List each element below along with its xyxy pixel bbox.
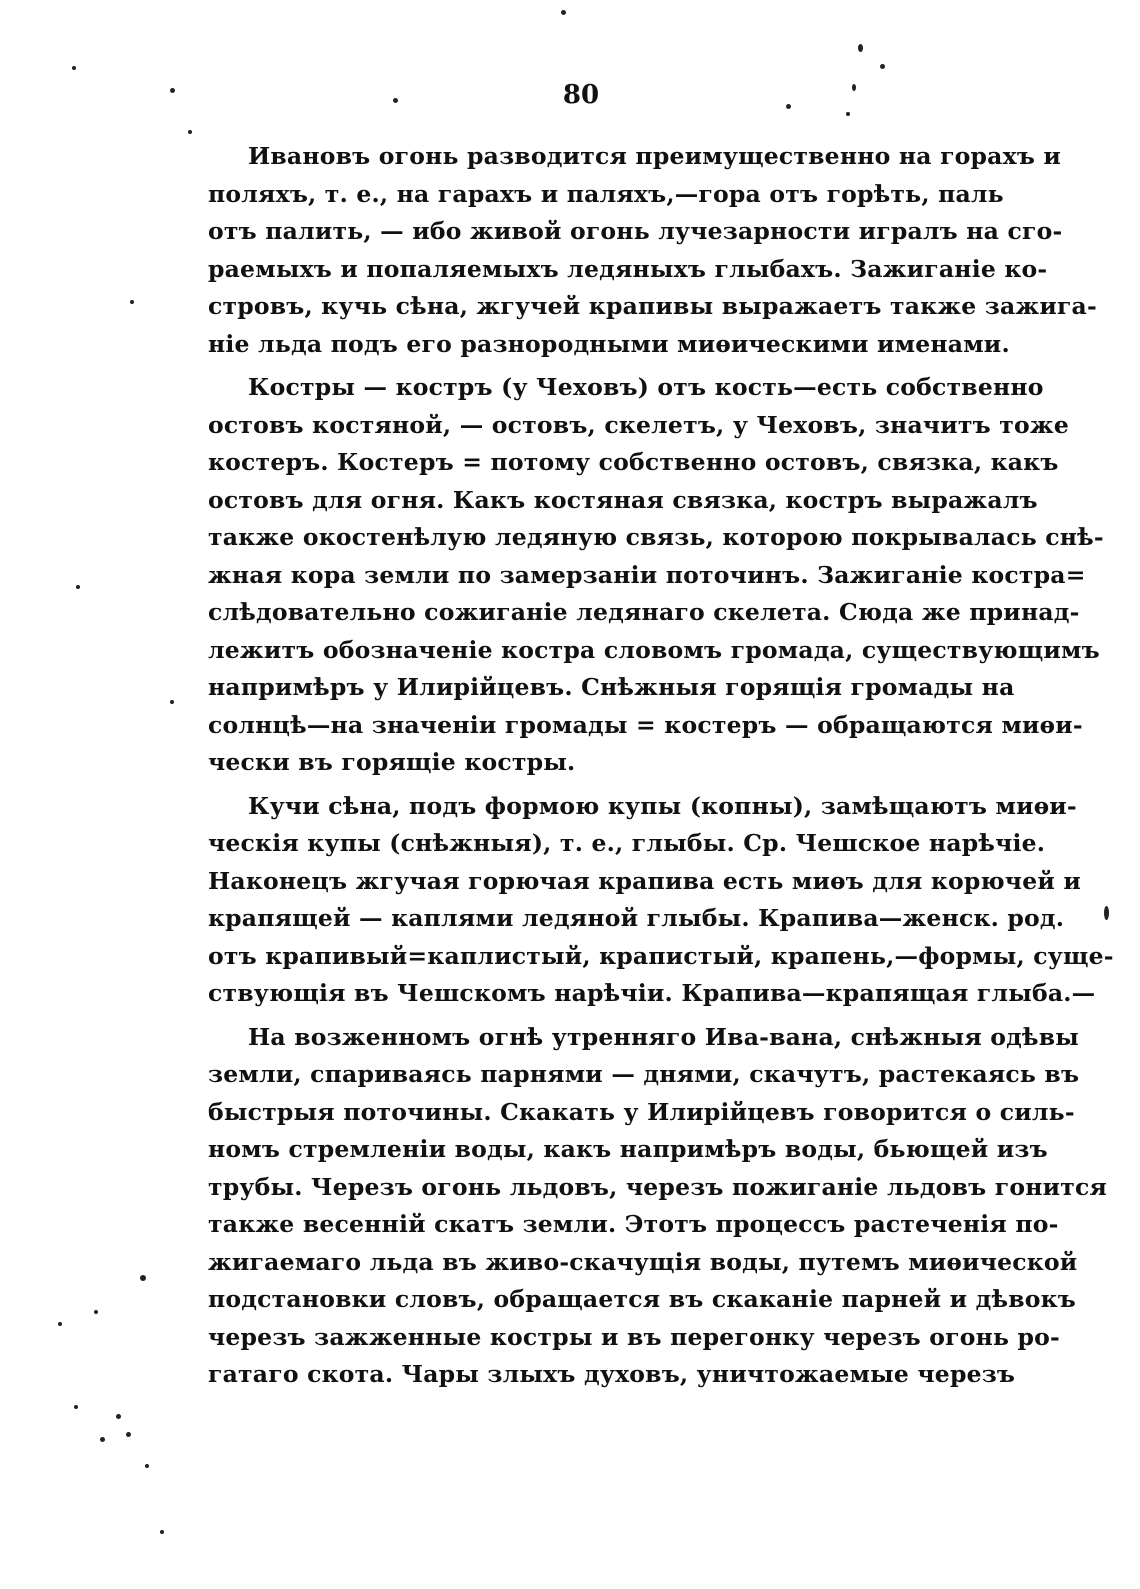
text-line: чески въ горящіе костры. [208, 748, 576, 776]
text-line: подстановки словъ, обращается въ скаканіе парней и дѣвокъ [208, 1285, 1077, 1313]
page-number: 80 [562, 80, 600, 110]
scan-speck [94, 1310, 98, 1314]
text-line: быстрыя поточины. Скакать у Илирійцевъ говорится о силь- [208, 1097, 1075, 1126]
scan-speck [72, 66, 76, 70]
text-line: ніе льда подъ его разнородными миѳическими именами. [208, 329, 1010, 358]
text-line: Кучи сѣна, подъ формою купы (копны), замѣщаютъ миѳи- [248, 791, 1077, 820]
main-text [208, 138, 1114, 1400]
paragraph-3 [208, 788, 1114, 1013]
scan-speck [786, 104, 791, 109]
scan-speck [126, 1432, 131, 1437]
text-line: поляхъ, т. е., на гарахъ и паляхъ,—гора отъ горѣть, паль [208, 179, 1004, 208]
scan-speck [76, 585, 80, 589]
scan-speck [846, 112, 850, 116]
paragraph-2 [208, 369, 1104, 782]
scan-speck [58, 1322, 62, 1326]
scan-speck [140, 1275, 146, 1281]
text-line: остовъ для огня. Какъ костяная связка, костръ выражалъ [208, 485, 1038, 514]
paragraph-1 [208, 138, 1097, 363]
scan-speck [116, 1414, 121, 1419]
scan-speck [130, 300, 134, 304]
text-line: Костры — костръ (у Чеховъ) отъ кость—есть собственно [248, 373, 1044, 401]
scan-speck [188, 130, 192, 134]
text-line: раемыхъ и попаляемыхъ ледяныхъ глыбахъ. Зажиганіе ко- [208, 254, 1048, 283]
scan-speck [170, 700, 174, 704]
text-line: также окостенѣлую ледяную связь, которою покрывалась снѣ- [208, 523, 1104, 551]
scan-speck [858, 44, 863, 52]
text-line: Наконецъ жгучая горючая крапива есть миѳъ для корючей и [208, 866, 1081, 895]
paragraph-4 [208, 1019, 1108, 1394]
text-line: гатаго скота. Чары злыхъ духовъ, уничтожаемые черезъ [208, 1360, 1016, 1388]
text-line: номъ стремленіи воды, какъ напримѣръ воды, бьющей изъ [208, 1135, 1048, 1163]
text-line: трубы. Черезъ огонь льдовъ, черезъ пожиганіе льдовъ гонится [208, 1172, 1108, 1201]
scan-speck [561, 10, 566, 15]
scan-speck [145, 1464, 149, 1468]
text-line: жигаемаго льда въ живо-скачущія воды, путемъ миѳической [208, 1247, 1078, 1276]
text-line: земли, спариваясь парнями — днями, скачутъ, растекаясь въ [208, 1060, 1080, 1088]
text-line: жная кора земли по замерзаніи поточинъ. Зажиганіе костра= [208, 560, 1086, 589]
scan-speck [852, 84, 856, 91]
text-line: отъ крапивый=каплистый, крапистый, крапень,—формы, суще- [208, 941, 1114, 970]
scan-speck [880, 64, 885, 69]
text-line: костеръ. Костеръ = потому собственно остовъ, связка, какъ [208, 448, 1059, 476]
text-line: крапящей — каплями ледяной глыбы. Крапива—женск. род. [208, 904, 1065, 932]
text-line: ствующія въ Чешскомъ нарѣчіи. Крапива—крапящая глыба.— [208, 979, 1096, 1007]
text-line: На возженномъ огнѣ утренняго Ива-вана, снѣжныя одѣвы [248, 1022, 1080, 1051]
text-line: ческія купы (снѣжныя), т. е., глыбы. Ср. Чешское нарѣчіе. [208, 829, 1046, 857]
text-line: лежитъ обозначеніе костра словомъ громада, существующимъ [208, 635, 1100, 664]
text-line: слѣдовательно сожиганіе ледянаго скелета. Сюда же принад- [208, 598, 1080, 626]
text-line: Ивановъ огонь разводится преимущественно на горахъ и [248, 142, 1062, 170]
scan-speck [170, 88, 175, 93]
text-line: отъ палить, — ибо живой огонь лучезарности игралъ на сго- [208, 217, 1063, 245]
text-line: напримѣръ у Илирійцевъ. Снѣжныя горящія громады на [208, 673, 1015, 701]
scan-speck [1104, 906, 1109, 920]
text-line: черезъ зажженные костры и въ перегонку черезъ огонь ро- [208, 1322, 1060, 1351]
scan-speck [100, 1437, 105, 1442]
scan-speck [393, 98, 398, 103]
text-line: солнцѣ—на значеніи громады = костеръ — обращаются миѳи- [208, 710, 1083, 739]
text-line: остовъ костяной, — остовъ, скелетъ, у Чеховъ, значитъ тоже [208, 410, 1069, 439]
text-line: стровъ, кучь сѣна, жгучей крапивы выражаетъ также зажига- [208, 292, 1097, 320]
scan-speck [74, 1405, 78, 1409]
text-line: также весенній скатъ земли. Этотъ процессъ растеченія по- [208, 1210, 1059, 1238]
scan-speck [160, 1530, 164, 1534]
